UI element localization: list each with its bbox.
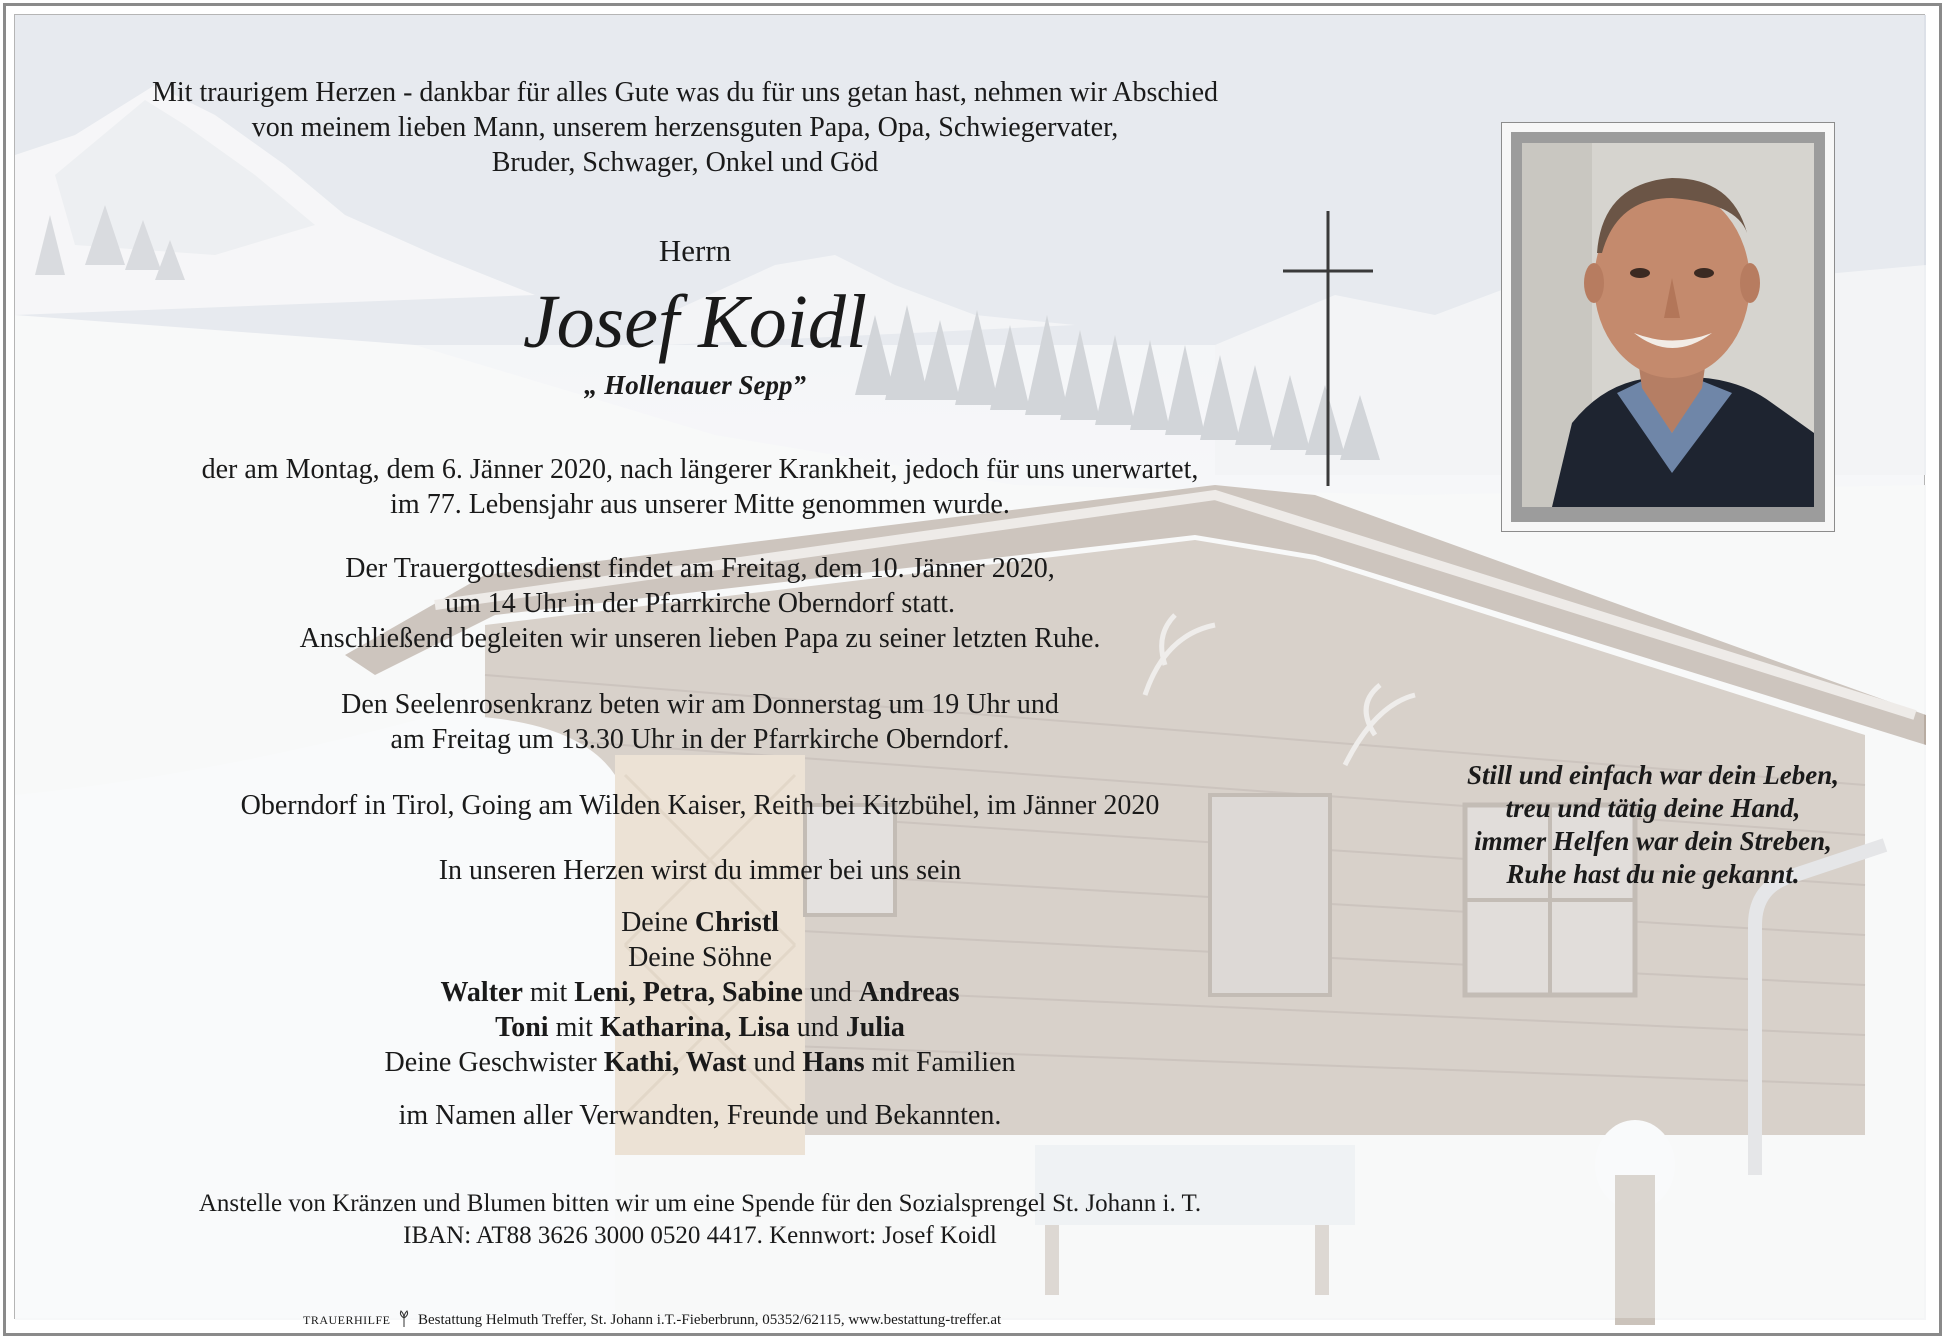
deceased-nickname: „ Hollenauer Sepp” <box>583 370 806 400</box>
places-date: Oberndorf in Tirol, Going am Wilden Kaiser, Reith bei Kitzbühel, im Jänner 2020 <box>240 790 1160 821</box>
rosary-line: Den Seelenrosenkranz beten wir am Donnerstag um 19 Uhr und <box>341 689 1059 720</box>
intro-text <box>55 75 1315 180</box>
intro-line: von meinem lieben Mann, unserem herzensguten Papa, Opa, Schwiegervater, <box>251 112 1119 143</box>
family-list <box>55 905 1345 1080</box>
wife-line <box>55 905 1345 940</box>
footer-text: Bestattung Helmuth Treffer, St. Johann i.T.-Fieberbrunn, 05352/62115, www.bestattung-treffer.at <box>418 1312 1002 1328</box>
son-toni-line <box>55 1010 1345 1045</box>
sibling-name: Hans <box>802 1047 865 1078</box>
rosary-info <box>55 687 1345 757</box>
intro-line: Mit traurigem Herzen - dankbar für alles Gute was du für uns getan hast, nehmen wir Abschied <box>151 77 1218 108</box>
poem-line: Ruhe hast du nie gekannt. <box>1506 859 1800 889</box>
siblings-names: Kathi, Wast <box>603 1047 747 1078</box>
funeral-line: um 14 Uhr in der Pfarrkirche Oberndorf statt. <box>444 588 956 619</box>
intro-line: Bruder, Schwager, Onkel und Göd <box>491 147 879 178</box>
siblings-line <box>55 1045 1345 1080</box>
poem-line: immer Helfen war dein Streben, <box>1474 826 1832 856</box>
funeral-info <box>55 551 1345 656</box>
grandchild-name: Julia <box>845 1012 905 1043</box>
cross-icon <box>1283 211 1373 486</box>
salutation: Herrn <box>658 233 732 268</box>
funeral-line: Der Trauergottesdienst findet am Freitag, dem 10. Jänner 2020, <box>345 553 1055 584</box>
son-name: Toni <box>495 1012 549 1043</box>
rosary-line: am Freitag um 13.30 Uhr in der Pfarrkirche Oberndorf. <box>390 724 1010 755</box>
wife-prefix: Deine <box>621 907 695 938</box>
death-notice <box>55 452 1345 522</box>
siblings-prefix: Deine Geschwister <box>384 1047 604 1078</box>
grandchildren-names: Leni, Petra, Sabine <box>574 977 803 1008</box>
obituary-card <box>14 14 1925 1328</box>
siblings-suffix: mit Familien <box>864 1047 1016 1078</box>
funeral-home-footer <box>303 1311 1001 1329</box>
poem-line: Still und einfach war dein Leben, <box>1466 760 1840 790</box>
flower-icon <box>398 1311 410 1327</box>
iban-line: IBAN: AT88 3626 3000 0520 4417. Kennwort: Josef Koidl <box>403 1222 997 1249</box>
son-walter-line <box>55 975 1345 1010</box>
portrait-mat <box>1511 132 1825 522</box>
footer-brand: TRAUERHILFE <box>303 1313 391 1327</box>
grandchildren-names: Katharina, Lisa <box>599 1012 790 1043</box>
poem-line: treu und tätig deine Hand, <box>1505 793 1801 823</box>
connector-text: und <box>789 1012 846 1043</box>
grandchild-name: Andreas <box>858 977 960 1008</box>
connector-text: mit <box>522 977 575 1008</box>
donation-info <box>55 1188 1345 1252</box>
deceased-name: Josef Koidl <box>522 280 868 364</box>
hearts-line: In unseren Herzen wirst du immer bei uns sein <box>438 855 962 886</box>
memorial-poem <box>1433 759 1873 891</box>
wife-name: Christl <box>694 907 779 938</box>
sons-heading: Deine Söhne <box>628 942 772 973</box>
thanks-line: im Namen aller Verwandten, Freunde und Bekannten. <box>398 1100 1002 1131</box>
connector-text: mit <box>548 1012 600 1043</box>
portrait-frame <box>1501 122 1835 532</box>
connector-text: und <box>802 977 859 1008</box>
death-line: der am Montag, dem 6. Jänner 2020, nach längerer Krankheit, jedoch für uns unerwartet, <box>201 454 1199 485</box>
funeral-line: Anschließend begleiten wir unseren lieben Papa zu seiner letzten Ruhe. <box>299 623 1101 654</box>
portrait-photo <box>1522 143 1814 507</box>
connector-text: und <box>746 1047 803 1078</box>
son-name: Walter <box>440 977 523 1008</box>
donation-line: Anstelle von Kränzen und Blumen bitten wir um eine Spende für den Sozialsprengel St. Johann i. T. <box>198 1190 1202 1217</box>
death-line: im 77. Lebensjahr aus unserer Mitte genommen wurde. <box>390 489 1010 520</box>
